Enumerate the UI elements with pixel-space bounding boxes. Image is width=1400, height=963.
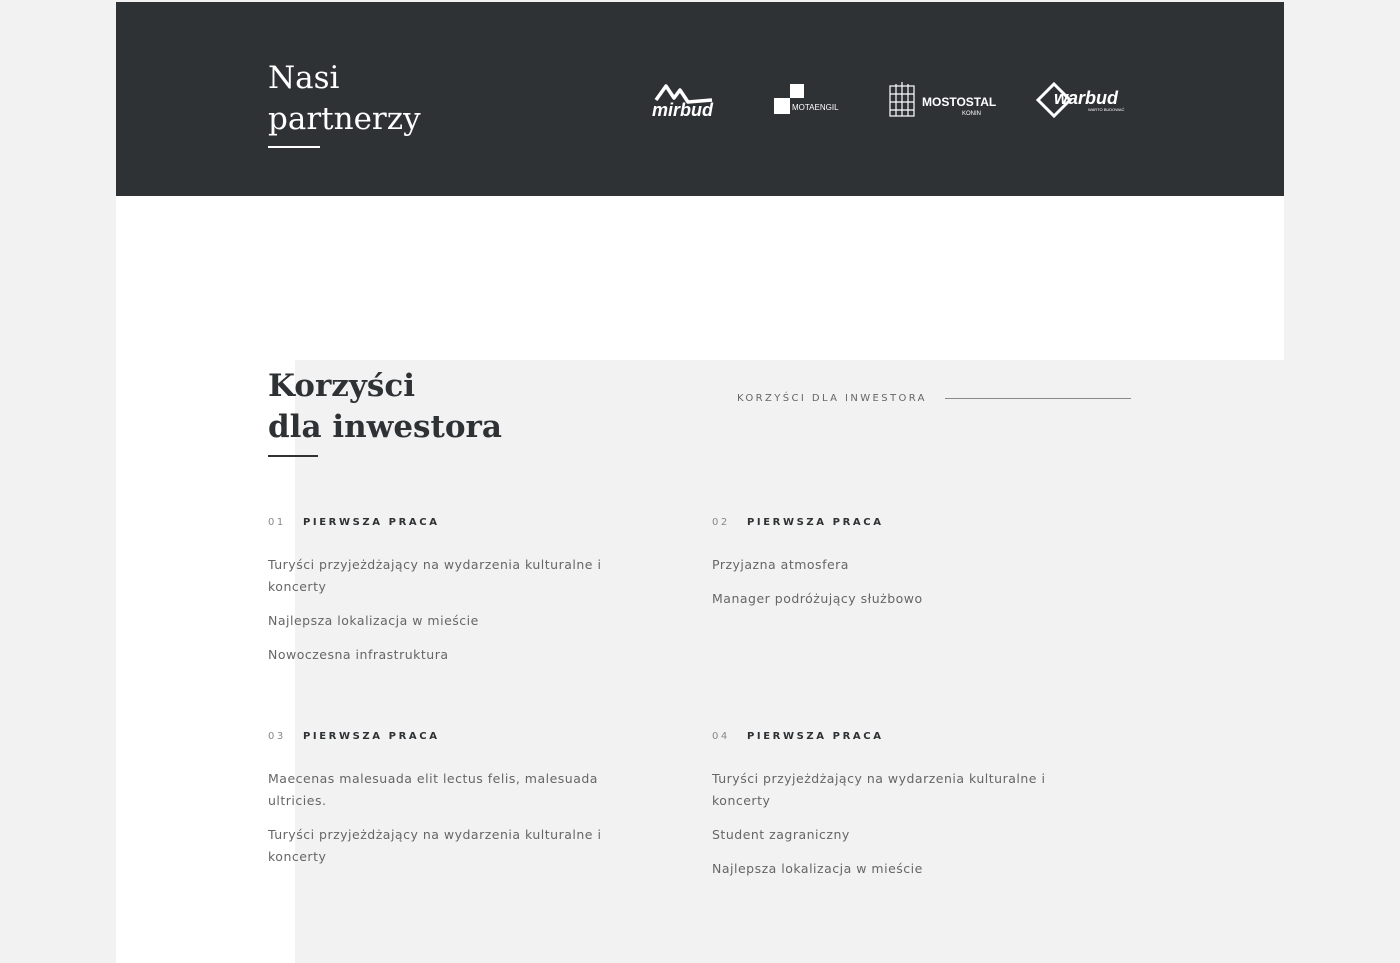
benefit-block-header xyxy=(712,728,1092,744)
benefits-title-line2: dla inwestora xyxy=(268,409,502,445)
partner-logo-warbud[interactable] xyxy=(1036,78,1132,122)
benefit-block-header xyxy=(268,514,648,530)
warbud-wordmark: warbud xyxy=(1054,88,1119,108)
benefit-item: Najlepsza lokalizacja w mieście xyxy=(712,861,923,876)
benefit-block-header xyxy=(712,514,1092,530)
benefit-block-header xyxy=(268,728,648,744)
benefit-item: Turyści przyjeżdżający na wydarzenia kulturalne i koncerty xyxy=(712,771,1046,808)
white-spacer xyxy=(116,196,1284,360)
benefits-kicker: KORZYŚCI DLA INWESTORA xyxy=(737,393,927,404)
benefit-block-02 xyxy=(712,514,1092,622)
benefit-label: PIERWSZA PRACA xyxy=(303,730,440,742)
partners-title-line2: partnerzy xyxy=(268,101,421,137)
mostostal-wordmark: MOSTOSTAL xyxy=(922,95,997,109)
benefit-item: Student zagraniczny xyxy=(712,827,850,842)
kicker-divider xyxy=(945,398,1131,399)
benefit-item: Nowoczesna infrastruktura xyxy=(268,647,449,662)
benefit-item: Najlepsza lokalizacja w mieście xyxy=(268,613,479,628)
benefits-title xyxy=(268,366,502,448)
partner-logo-motaengil[interactable] xyxy=(772,78,842,122)
benefit-block-04 xyxy=(712,728,1092,892)
benefit-block-03 xyxy=(268,728,648,880)
benefit-label: PIERWSZA PRACA xyxy=(303,516,440,528)
partners-title-underline xyxy=(268,146,320,148)
partner-logo-mirbud[interactable] xyxy=(650,78,722,122)
mostostal-subtext: KONIN xyxy=(962,111,982,117)
benefit-number: 02 xyxy=(712,516,730,528)
mostostal-logo-mark xyxy=(888,80,997,120)
benefit-item: Maecenas malesuada elit lectus felis, malesuada ultricies. xyxy=(268,771,598,808)
benefit-item: Manager podróżujący służbowo xyxy=(712,591,923,606)
motaengil-wordmark: MOTAENGIL xyxy=(792,103,839,112)
benefit-item: Przyjazna atmosfera xyxy=(712,557,849,572)
warbud-logo-mark xyxy=(1036,80,1132,120)
benefit-label: PIERWSZA PRACA xyxy=(747,516,884,528)
benefits-title-underline xyxy=(268,455,318,457)
benefit-block-01 xyxy=(268,514,648,678)
mirbud-logo-mark xyxy=(650,80,722,120)
partner-logo-mostostal[interactable] xyxy=(888,78,997,122)
partners-title xyxy=(268,58,421,140)
benefit-label: PIERWSZA PRACA xyxy=(747,730,884,742)
warbud-subtext: WARTO BUDOWAĆ xyxy=(1088,107,1125,112)
motaengil-logo-mark xyxy=(772,82,842,118)
benefit-number: 03 xyxy=(268,730,286,742)
benefit-item: Turyści przyjeżdżający na wydarzenia kulturalne i koncerty xyxy=(268,827,602,864)
benefits-title-line1: Korzyści xyxy=(268,368,415,404)
benefit-number: 01 xyxy=(268,516,286,528)
benefit-number: 04 xyxy=(712,730,730,742)
mirbud-wordmark: mirbud xyxy=(652,100,713,120)
benefit-item: Turyści przyjeżdżający na wydarzenia kulturalne i koncerty xyxy=(268,557,602,594)
partners-title-line1: Nasi xyxy=(268,60,340,96)
